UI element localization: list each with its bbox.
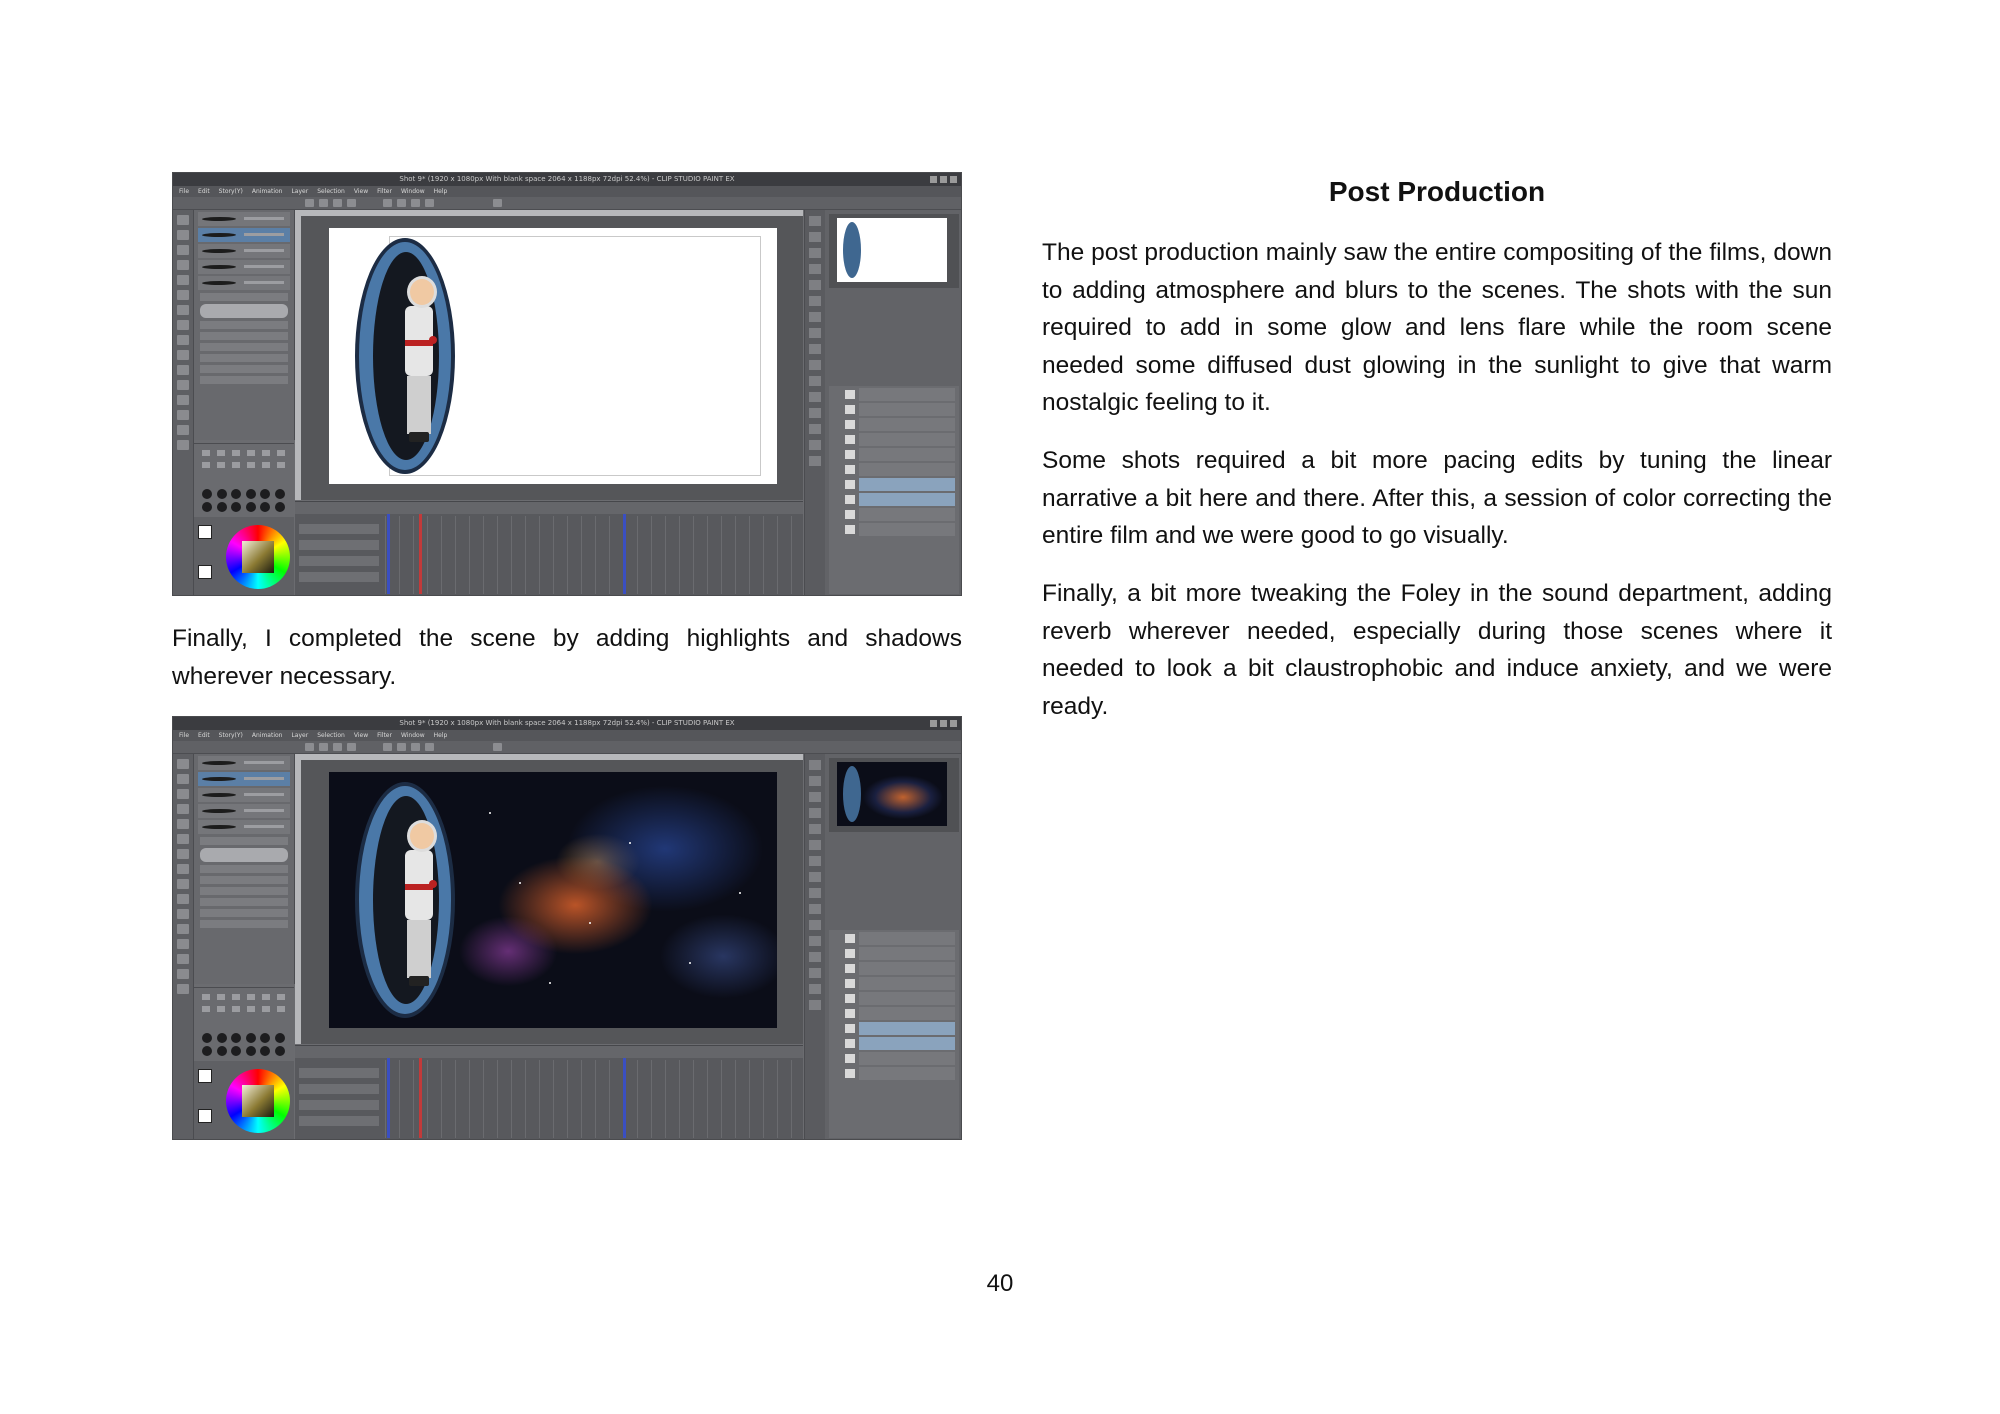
layer-row (859, 1067, 955, 1080)
tool-icon (177, 924, 189, 934)
menu-story: Story(Y) (218, 732, 243, 739)
tool-icon (177, 849, 189, 859)
section-heading: Post Production (1328, 176, 1546, 207)
navigator-thumbnail (837, 218, 947, 282)
sub-color-swatch (198, 565, 212, 579)
tool-icon (177, 305, 189, 315)
layer-row (859, 418, 955, 431)
sub-tool-panel (194, 210, 295, 440)
tool-icon (177, 789, 189, 799)
layer-row (859, 433, 955, 446)
star (739, 892, 741, 894)
brush-size-panel (194, 443, 294, 518)
star (489, 812, 491, 814)
menu-edit: Edit (198, 732, 210, 739)
star (549, 982, 551, 984)
tool-icon (177, 864, 189, 874)
timeline-track (299, 540, 379, 550)
timeline-panel (295, 1045, 803, 1140)
tool-icon (177, 819, 189, 829)
navigator-panel (829, 214, 959, 288)
tool-icon (177, 320, 189, 330)
toolbar-icon (333, 199, 342, 207)
maximize-icon (940, 720, 947, 727)
menu-animation: Animation (251, 732, 283, 739)
tool-icon (177, 275, 189, 285)
menu-window: Window (400, 188, 425, 195)
menu-view: View (353, 188, 369, 195)
brush-preset (198, 260, 290, 274)
tool-icon (177, 894, 189, 904)
color-wheel (226, 1069, 290, 1133)
toolbar-icon (425, 199, 434, 207)
timeline-track (299, 572, 379, 582)
window-title: Shot 9* (1920 x 1080px With blank space 2064 x 1188px 72dpi 52.4%) - CLIP STUDIO PAINT EX (399, 719, 735, 727)
layer-row (859, 1052, 955, 1065)
canvas-scene (329, 228, 777, 484)
timeline-end-marker (623, 514, 626, 594)
toolbar-icon (411, 743, 420, 751)
tool-property-panel (194, 293, 294, 384)
layer-row (859, 523, 955, 536)
tool-icon (177, 834, 189, 844)
scene-sketch-screenshot (172, 172, 962, 596)
menu-story: Story(Y) (218, 188, 243, 195)
astronaut-illustration (399, 276, 439, 444)
brush-preset (198, 276, 290, 290)
tool-property-panel (194, 837, 294, 928)
menu-file: File (179, 188, 190, 195)
paragraph-compositing: The post production mainly saw the entire compositing of the films, down to adding atmosphere and blurs to the scenes. The shots with the sun required to add in some glow and lens flare while the room scene needed some diffused dust glowing in the sunlight to give that warm nostalgic feeling to it. (1042, 239, 1832, 417)
menu-help: Help (433, 188, 448, 195)
menu-selection: Selection (317, 188, 345, 195)
command-bar (173, 741, 961, 754)
tool-icon (177, 440, 189, 450)
window-controls (930, 720, 957, 727)
toolbar-icon (493, 199, 502, 207)
toolbar-icon (319, 199, 328, 207)
menu-window: Window (400, 732, 425, 739)
main-color-swatch (198, 525, 212, 539)
tool-icon (177, 395, 189, 405)
layer-row (859, 478, 955, 491)
paragraph-pacing: Some shots required a bit more pacing edits by tuning the linear narrative a bit here and there. After this, a session of color correcting the entire film and we were good to go visually. (1042, 447, 1832, 550)
main-color-swatch (198, 1069, 212, 1083)
menu-view: View (353, 732, 369, 739)
minimize-icon (930, 720, 937, 727)
tool-icon (177, 759, 189, 769)
right-panels (804, 754, 962, 1140)
toolbar-icon (397, 199, 406, 207)
menu-animation: Animation (251, 188, 283, 195)
scene-final-screenshot (172, 716, 962, 1140)
brush-preset (198, 788, 290, 802)
toolbar-icon (383, 743, 392, 751)
timeline-track (299, 524, 379, 534)
tool-icon (177, 410, 189, 420)
layer-panel (829, 386, 959, 594)
layer-row (859, 1022, 955, 1035)
maximize-icon (940, 176, 947, 183)
tool-icon (177, 984, 189, 994)
color-wheel-panel (194, 1061, 294, 1140)
toolbar-icon (305, 199, 314, 207)
tool-icon (177, 425, 189, 435)
layer-row (859, 463, 955, 476)
menu-bar (173, 730, 961, 741)
tool-icon (177, 245, 189, 255)
tool-icon (177, 954, 189, 964)
sub-tool-panel (194, 754, 295, 984)
menu-layer: Layer (291, 188, 309, 195)
canvas-area (295, 754, 803, 1044)
playhead (419, 514, 422, 594)
menu-filter: Filter (377, 732, 392, 739)
color-wheel (226, 525, 290, 589)
layer-panel (829, 930, 959, 1138)
screenshot-caption: Finally, I completed the scene by adding highlights and shadows wherever necessary. (172, 625, 962, 690)
navigator-panel (829, 758, 959, 832)
tool-icon (177, 230, 189, 240)
menu-layer: Layer (291, 732, 309, 739)
tool-icon (177, 335, 189, 345)
toolbar-icon (411, 199, 420, 207)
layer-row (859, 992, 955, 1005)
layer-row (859, 508, 955, 521)
navigator-thumbnail (837, 762, 947, 826)
menu-file: File (179, 732, 190, 739)
toolbar-icon (347, 199, 356, 207)
tool-icon (177, 804, 189, 814)
layer-row (859, 962, 955, 975)
paragraph-foley: Finally, a bit more tweaking the Foley in the sound department, adding reverb wherever needed, especially during those scenes where it needed to look a bit claustrophobic and induce anxiety, and we were ready. (1042, 580, 1832, 720)
layer-row (859, 1037, 955, 1050)
tool-icon (177, 260, 189, 270)
brush-preset (198, 820, 290, 834)
tool-icon (177, 215, 189, 225)
tool-palette (173, 754, 194, 1140)
timeline-track (299, 1100, 379, 1110)
playhead (419, 1058, 422, 1138)
brush-preset (198, 772, 290, 786)
window-title: Shot 9* (1920 x 1080px With blank space 2064 x 1188px 72dpi 52.4%) - CLIP STUDIO PAINT EX (399, 175, 735, 183)
brush-preset (198, 756, 290, 770)
layer-row (859, 403, 955, 416)
star (629, 842, 631, 844)
menu-help: Help (433, 732, 448, 739)
timeline-track (299, 1084, 379, 1094)
layer-row (859, 977, 955, 990)
menu-bar (173, 186, 961, 197)
timeline-start-marker (387, 1058, 390, 1138)
command-bar (173, 197, 961, 210)
timeline-track (299, 1068, 379, 1078)
brush-size-panel (194, 987, 294, 1062)
menu-edit: Edit (198, 188, 210, 195)
timeline-panel (295, 501, 803, 596)
window-controls (930, 176, 957, 183)
menu-selection: Selection (317, 732, 345, 739)
timeline-start-marker (387, 514, 390, 594)
layer-row (859, 947, 955, 960)
toolbar-icon (425, 743, 434, 751)
toolbar-icon (319, 743, 328, 751)
toolbar-icon (333, 743, 342, 751)
tool-icon (177, 365, 189, 375)
tool-icon (177, 879, 189, 889)
color-wheel-panel (194, 517, 294, 596)
tool-palette (173, 210, 194, 596)
timeline-end-marker (623, 1058, 626, 1138)
tool-icon (177, 380, 189, 390)
toolbar-icon (305, 743, 314, 751)
page-number: 40 (986, 1270, 1014, 1297)
menu-filter: Filter (377, 188, 392, 195)
layer-row (859, 1007, 955, 1020)
layer-row (859, 932, 955, 945)
layer-row (859, 448, 955, 461)
sub-color-swatch (198, 1109, 212, 1123)
layer-row (859, 388, 955, 401)
tool-icon (177, 774, 189, 784)
minimize-icon (930, 176, 937, 183)
brush-preset (198, 804, 290, 818)
canvas-scene (329, 772, 777, 1028)
toolbar-icon (397, 743, 406, 751)
window-titlebar (173, 717, 961, 730)
tool-icon (177, 290, 189, 300)
brush-preset (198, 228, 290, 242)
toolbar-icon (383, 199, 392, 207)
right-panels (804, 210, 962, 596)
star (519, 882, 521, 884)
canvas-area (295, 210, 803, 500)
tool-icon (177, 350, 189, 360)
timeline-track (299, 556, 379, 566)
star (589, 922, 591, 924)
close-icon (950, 720, 957, 727)
toolbar-icon (347, 743, 356, 751)
brush-preset (198, 244, 290, 258)
tool-icon (177, 909, 189, 919)
close-icon (950, 176, 957, 183)
window-titlebar (173, 173, 961, 186)
tool-icon (177, 969, 189, 979)
astronaut-illustration (399, 820, 439, 988)
star (689, 962, 691, 964)
tool-icon (177, 939, 189, 949)
layer-row (859, 493, 955, 506)
toolbar-icon (493, 743, 502, 751)
brush-preset (198, 212, 290, 226)
timeline-track (299, 1116, 379, 1126)
